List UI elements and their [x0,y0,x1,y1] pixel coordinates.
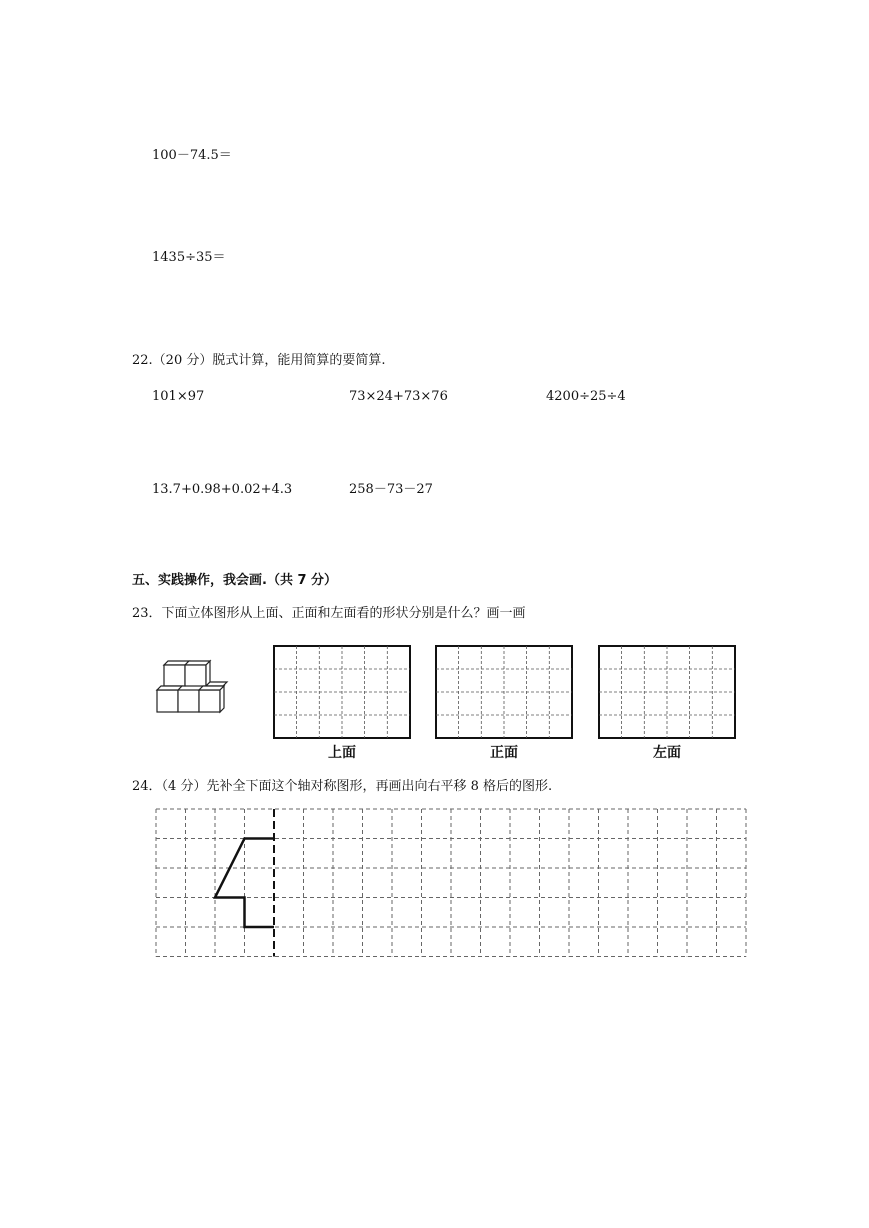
view-grid-top [273,645,411,739]
caption-top-view: 上面 [328,745,356,761]
q24-title: 24．（4 分）先补全下面这个轴对称图形，再画出向右平移 8 格后的图形. [132,779,553,794]
translation-grid [155,808,747,958]
view-grid-front [435,645,573,739]
cube-figure [155,660,235,720]
section5-title: 五、实践操作，我会画.（共 7 分） [132,573,338,588]
q22-item-5: 258－73－27 [349,482,433,497]
calc-expr-subtraction: 100－74.5＝ [152,148,232,163]
caption-left-view: 左面 [653,745,681,761]
q22-item-2: 73×24+73×76 [349,389,448,404]
q22-title: 22.（20 分）脱式计算，能用简算的要简算. [132,353,386,368]
q23-title: 23．下面立体图形从上面、正面和左面看的形状分别是什么？画一画 [132,606,526,621]
q22-item-3: 4200÷25÷4 [546,389,626,404]
caption-front-view: 正面 [490,745,518,761]
q22-item-4: 13.7+0.98+0.02+4.3 [152,482,293,497]
calc-expr-division: 1435÷35＝ [152,250,226,265]
view-grid-left [598,645,736,739]
q22-item-1: 101×97 [152,389,205,404]
